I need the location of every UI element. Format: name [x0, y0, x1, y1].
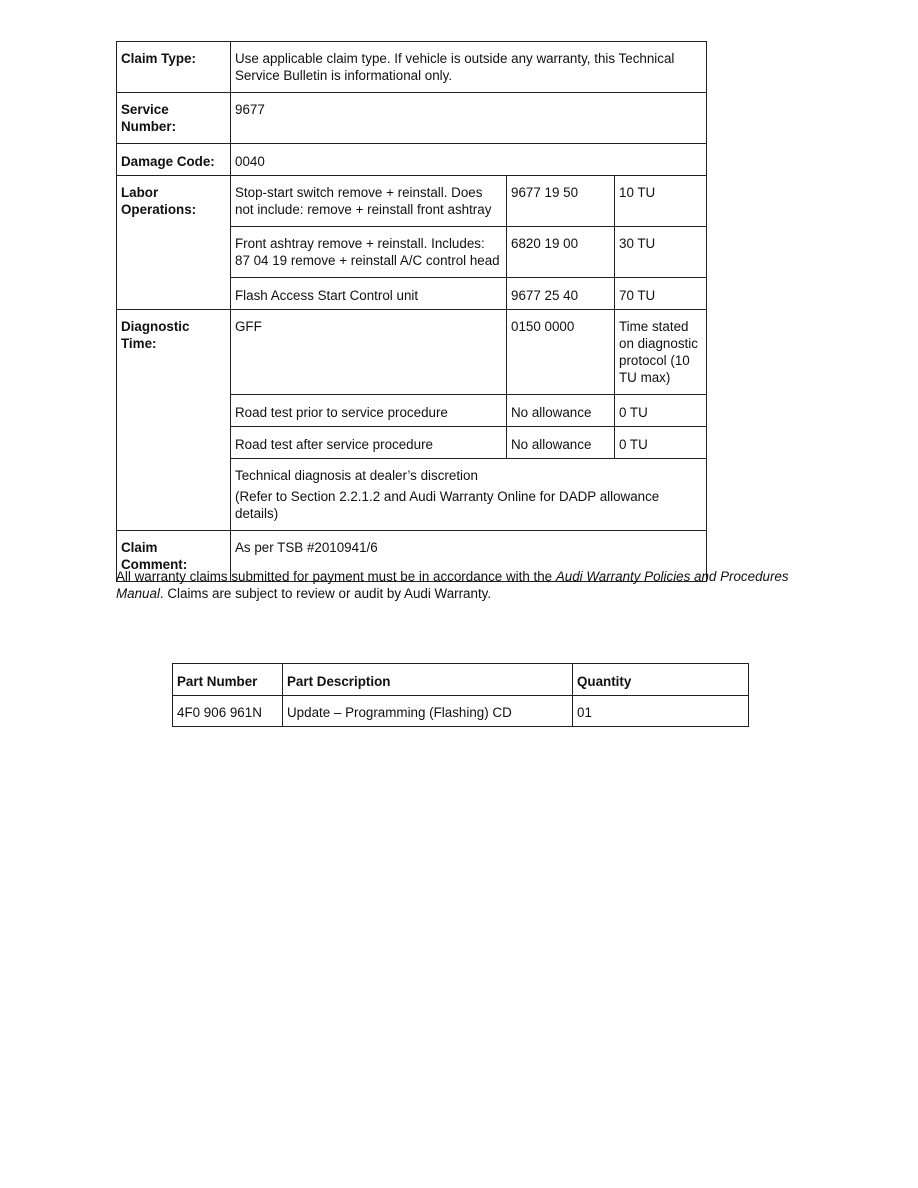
diagnostic-time-row	[117, 310, 707, 395]
diagnostic-time-value: 0 TU	[615, 395, 707, 427]
labor-operation-code: 6820 19 00	[507, 227, 615, 278]
part-number-header: Part Number	[173, 664, 283, 696]
diagnostic-note-line: (Refer to Section 2.2.1.2 and Audi Warranty Online for DADP allowance details)	[235, 489, 660, 521]
damage-code-row	[117, 144, 707, 176]
diagnostic-description: Road test after service procedure	[231, 427, 507, 459]
labor-operation-time: 10 TU	[615, 176, 707, 227]
claim-type-label: Claim Type:	[117, 42, 231, 93]
diagnostic-code: No allowance	[507, 395, 615, 427]
damage-code-value: 0040	[231, 144, 707, 176]
diagnostic-note	[231, 459, 707, 531]
labor-operation-time: 70 TU	[615, 278, 707, 310]
diagnostic-code: No allowance	[507, 427, 615, 459]
service-number-row	[117, 93, 707, 144]
claim-table	[116, 41, 707, 582]
diagnostic-code: 0150 0000	[507, 310, 615, 395]
diagnostic-time-value: Time stated on diagnostic protocol (10 TU max)	[615, 310, 707, 395]
labor-operation-code: 9677 19 50	[507, 176, 615, 227]
labor-operation-code: 9677 25 40	[507, 278, 615, 310]
labor-operation-description: Flash Access Start Control unit	[231, 278, 507, 310]
warranty-note-text: All warranty claims submitted for payment must be in accordance with the	[116, 569, 556, 584]
quantity-header: Quantity	[573, 664, 749, 696]
claim-type-value: Use applicable claim type. If vehicle is outside any warranty, this Technical Service Bulletin is informational only.	[231, 42, 707, 93]
warranty-note	[116, 568, 816, 602]
labor-operation-time: 30 TU	[615, 227, 707, 278]
labor-operation-description: Stop-start switch remove + reinstall. Does not include: remove + reinstall front ashtray	[231, 176, 507, 227]
warranty-note-text: . Claims are subject to review or audit by Audi Warranty.	[159, 586, 492, 601]
parts-header-row	[173, 664, 749, 696]
damage-code-label: Damage Code:	[117, 144, 231, 176]
warranty-manual-title: Audi Warranty Policies and Procedures Manual	[116, 569, 789, 601]
labor-operations-label: Labor Operations:	[117, 176, 231, 310]
claim-comment-value: As per TSB #2010941/6	[231, 531, 707, 582]
diagnostic-description: GFF	[231, 310, 507, 395]
service-number-label: Service Number:	[117, 93, 231, 144]
part-description-cell: Update – Programming (Flashing) CD	[283, 696, 573, 727]
labor-operation-row	[117, 176, 707, 227]
quantity-cell: 01	[573, 696, 749, 727]
diagnostic-note-line: Technical diagnosis at dealer’s discretion	[235, 468, 478, 483]
part-description-header: Part Description	[283, 664, 573, 696]
diagnostic-time-label: Diagnostic Time:	[117, 310, 231, 531]
part-number-cell: 4F0 906 961N	[173, 696, 283, 727]
parts-table	[172, 663, 749, 727]
labor-operation-description: Front ashtray remove + reinstall. Includes: 87 04 19 remove + reinstall A/C control head	[231, 227, 507, 278]
service-number-value: 9677	[231, 93, 707, 144]
table-row	[173, 696, 749, 727]
claim-comment-label: Claim Comment:	[117, 531, 231, 582]
diagnostic-time-value: 0 TU	[615, 427, 707, 459]
claim-type-row	[117, 42, 707, 93]
diagnostic-description: Road test prior to service procedure	[231, 395, 507, 427]
